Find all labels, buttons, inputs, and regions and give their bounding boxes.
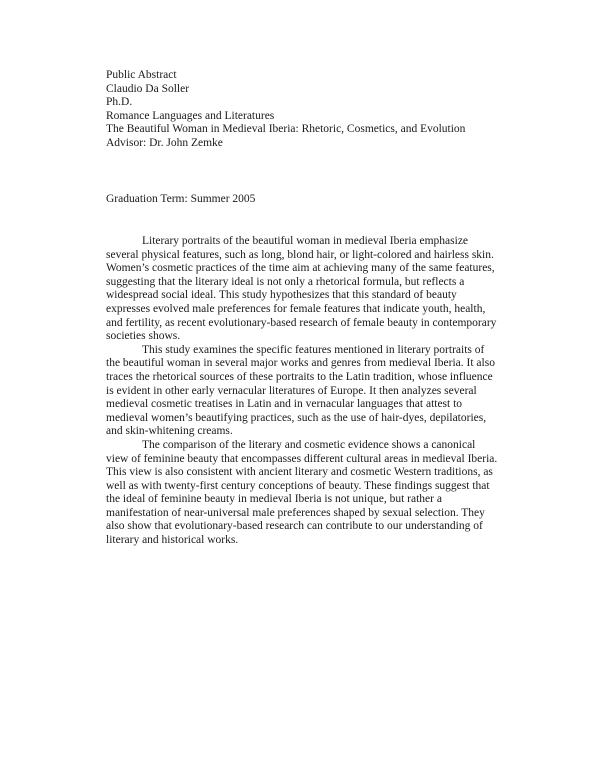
advisor: Advisor: Dr. John Zemke <box>106 136 223 149</box>
author-name: Claudio Da Soller <box>106 82 190 95</box>
abstract-paragraph-3: The comparison of the literary and cosmetic evidence shows a canonical view of feminine beauty that encompasses different cultural areas in medieval Iberia. This view is also consistent with ancient literary and cosmetic Western traditions, as well as with twenty-first century conceptions of beauty. These findings suggest that the ideal of feminine beauty in medieval Iberia is not unique, but rather a manifestation of near-universal male preferences shaped by sexual selection. They also show that evolutionary-based research can contribute to our understanding of literary and historical works. <box>106 438 498 547</box>
document-type: Public Abstract <box>106 69 177 81</box>
dissertation-title: The Beautiful Woman in Medieval Iberia: Rhetoric, Cosmetics, and Evolution <box>106 123 466 136</box>
abstract-paragraph-2: This study examines the specific features mentioned in literary portraits of the beautiful woman in several major works and genres from medieval Iberia. It also traces the rhetorical sources of these portraits to the Latin tradition, whose influence is evident in other early vernacular literatures of Europe. It then analyzes several medieval cosmetic treatises in Latin and in vernacular languages that attest to medieval women’s beautifying practices, such as the use of hair-dyes, depilatories, and skin-whitening creams. <box>106 343 495 438</box>
abstract-body <box>106 235 498 548</box>
abstract-paragraph-1: Literary portraits of the beautiful woman in medieval Iberia emphasize several physical features, such as long, blond hair, or light-colored and hairless skin. Women’s cosmetic practices of the time aim at achieving many of the same features, suggesting that the literary ideal is not only a rhetorical formula, but reflects a widespread social ideal. This study hypothesizes that this standard of beauty expresses evolved male preferences for female features that indicate youth, health, and fertility, as recent evolutionary-based research of female beauty in contemporary societies shows. <box>106 235 497 343</box>
graduation-term: Graduation Term: Summer 2005 <box>106 193 256 205</box>
department: Romance Languages and Literatures <box>106 109 275 122</box>
degree: Ph.D. <box>106 96 133 109</box>
abstract-header <box>106 69 536 151</box>
